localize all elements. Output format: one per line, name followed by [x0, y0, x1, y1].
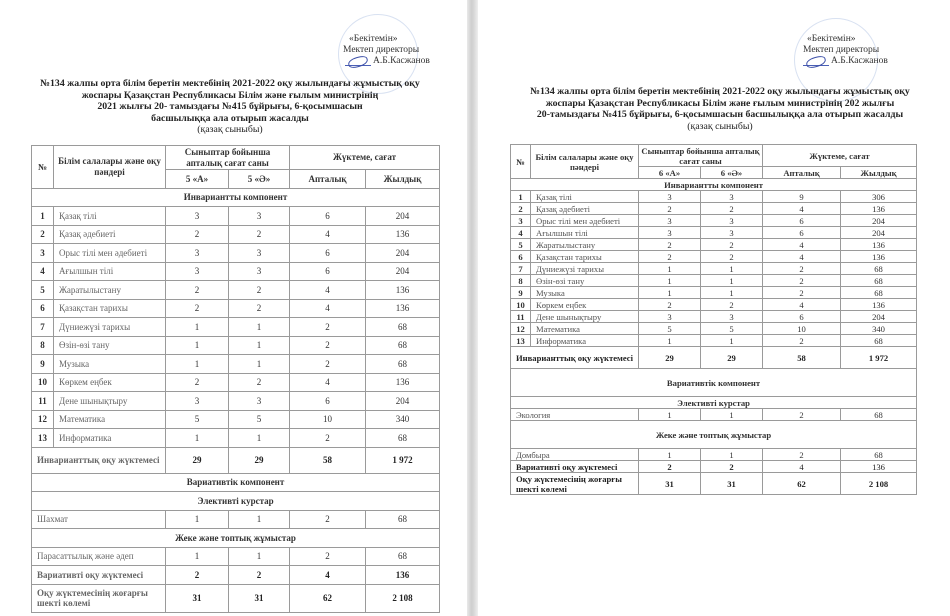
- cell: 1: [166, 355, 229, 374]
- cell: 2: [229, 299, 290, 318]
- header-weekly: Апталық: [763, 167, 841, 179]
- approval-name: А.Б.Касжанов: [831, 56, 888, 67]
- cell: 1: [701, 287, 763, 299]
- row-number: 2: [32, 225, 54, 244]
- cell: 2: [290, 355, 366, 374]
- subject-name: Қазақстан тарихы: [54, 299, 166, 318]
- cell: 3: [229, 244, 290, 263]
- table-row: [32, 510, 440, 529]
- cell: 68: [841, 335, 917, 347]
- cell: 1: [229, 336, 290, 355]
- cell: 1: [166, 318, 229, 337]
- cell: 2: [763, 287, 841, 299]
- subject-name: Қазақ әдебиеті: [531, 203, 639, 215]
- cell: 3: [639, 215, 701, 227]
- cell: 340: [841, 323, 917, 335]
- document-page-right: [478, 0, 950, 616]
- cell: 68: [366, 429, 440, 448]
- title-line: жоспары Қазақстан Республикасы Білім және ғылым министрінің: [81, 89, 379, 101]
- cell: 1: [701, 409, 763, 421]
- cell: 1: [639, 275, 701, 287]
- cell: 6: [290, 262, 366, 281]
- row-number: 8: [511, 275, 531, 287]
- subject-rows: [32, 207, 440, 448]
- header-load: Жүктеме, сағат: [763, 145, 917, 167]
- subject-name: Математика: [54, 410, 166, 429]
- invariant-total-label: Инварианттық оқу жүктемесі: [511, 347, 639, 369]
- cell: 136: [366, 281, 440, 300]
- table-row: [32, 355, 440, 374]
- cell: 340: [366, 410, 440, 429]
- cell: 3: [166, 262, 229, 281]
- cell: 136: [366, 299, 440, 318]
- cell: 204: [366, 262, 440, 281]
- cell: 2: [290, 429, 366, 448]
- cell: 2: [701, 299, 763, 311]
- row-number: 13: [32, 429, 54, 448]
- cell: 3: [701, 227, 763, 239]
- cell: 204: [366, 244, 440, 263]
- cell: 4: [290, 566, 366, 585]
- cell: 68: [841, 287, 917, 299]
- row-number: 11: [511, 311, 531, 323]
- cell: 4: [290, 225, 366, 244]
- cell: 204: [366, 207, 440, 226]
- cell: 2: [763, 449, 841, 461]
- row-number: 8: [32, 336, 54, 355]
- cell: 3: [701, 191, 763, 203]
- approval-position: Мектеп директоры: [343, 45, 420, 55]
- table-row: [511, 335, 917, 347]
- subject-name: Өзін-өзі тану: [531, 275, 639, 287]
- cell: 2: [229, 566, 290, 585]
- row-number: 13: [511, 335, 531, 347]
- curriculum-table: [31, 145, 440, 613]
- subject-name: Ағылшын тілі: [531, 227, 639, 239]
- cell: 3: [166, 207, 229, 226]
- table-row: [511, 311, 917, 323]
- title-line: №134 жалпы орта білім беретін мектебінің 2021-2022 оқу жылындағы жұмыстық оқу: [40, 78, 420, 89]
- section-variative: Вариативтік компонент: [511, 369, 917, 397]
- title-line: 20-тамыздағы №415 бұйрығы, 6-қосымшасын басшылыққа ала отырып жасалды: [536, 109, 904, 120]
- invariant-total-a: 29: [166, 447, 229, 473]
- header-subjects: Білім салалары және оқу пәндері: [531, 145, 639, 179]
- row-number: 9: [32, 355, 54, 374]
- document-title: [500, 86, 940, 132]
- subject-name: Музыка: [531, 287, 639, 299]
- cell: 6: [290, 207, 366, 226]
- cell: 1: [701, 275, 763, 287]
- subject-name: Информатика: [531, 335, 639, 347]
- cell: 1: [229, 547, 290, 566]
- table-row: [32, 429, 440, 448]
- header-class-b: 5 «Ә»: [229, 170, 290, 189]
- section-elective: Элективті курстар: [32, 492, 440, 511]
- row-number: 6: [511, 251, 531, 263]
- table-row: [511, 203, 917, 215]
- variative-total-label: Вариативті оқу жүктемесі: [32, 566, 166, 585]
- cell: 29: [701, 347, 763, 369]
- cell: 6: [763, 311, 841, 323]
- signature-icon: [345, 56, 371, 66]
- subject-name: Математика: [531, 323, 639, 335]
- approval-block: [343, 34, 430, 67]
- cell: 10: [763, 323, 841, 335]
- subject-name: Жаратылыстану: [531, 239, 639, 251]
- cell: 2: [229, 225, 290, 244]
- header-no: №: [511, 145, 531, 179]
- cell: 2: [763, 263, 841, 275]
- cell: 4: [763, 203, 841, 215]
- row-number: 3: [32, 244, 54, 263]
- cell: 1: [166, 336, 229, 355]
- cell: 1: [166, 429, 229, 448]
- subject-name: Орыс тілі мен әдебиеті: [54, 244, 166, 263]
- cell: 4: [763, 239, 841, 251]
- table-row: [511, 191, 917, 203]
- cell: 4: [763, 299, 841, 311]
- cell: 2: [290, 547, 366, 566]
- cell: 62: [290, 584, 366, 612]
- cell: 31: [701, 473, 763, 495]
- row-number: 5: [511, 239, 531, 251]
- table-row: [32, 299, 440, 318]
- cell: 4: [290, 299, 366, 318]
- cell: 136: [841, 299, 917, 311]
- cell: 1: [229, 355, 290, 374]
- cell: 9: [763, 191, 841, 203]
- cell: 1: [639, 409, 701, 421]
- cell: 68: [841, 409, 917, 421]
- header-weekly-hours: Сыныптар бойынша апталық сағат саны: [166, 146, 290, 170]
- cell: 1: [701, 335, 763, 347]
- header-load: Жүктеме, сағат: [290, 146, 440, 170]
- table-row: [511, 239, 917, 251]
- row-number: 1: [511, 191, 531, 203]
- header-no: №: [32, 146, 54, 189]
- table-row: [511, 409, 917, 421]
- table-row: [32, 244, 440, 263]
- title-line: жоспары Қазақстан Республикасы Білім және ғылым министрінің 202 жылғы: [545, 97, 895, 109]
- max-total-label: Оқу жүктемесінің жоғарғы шекті көлемі: [32, 584, 166, 612]
- cell: 5: [229, 410, 290, 429]
- cell: 1 972: [841, 347, 917, 369]
- max-total-label: Оқу жүктемесінің жоғарғы шекті көлемі: [511, 473, 639, 495]
- group-work-name: Домбыра: [511, 449, 639, 461]
- table-row: [32, 547, 440, 566]
- cell: 136: [366, 373, 440, 392]
- cell: 31: [229, 584, 290, 612]
- cell: 204: [841, 227, 917, 239]
- signature-icon: [803, 56, 829, 66]
- approval-label: «Бекітемін»: [349, 34, 398, 44]
- table-row: [32, 207, 440, 226]
- cell: 6: [763, 227, 841, 239]
- header-class-a: 6 «А»: [639, 167, 701, 179]
- cell: 3: [166, 244, 229, 263]
- subject-name: Көркем еңбек: [54, 373, 166, 392]
- cell: 2: [290, 510, 366, 529]
- header-annual: Жылдық: [841, 167, 917, 179]
- row-number: 4: [511, 227, 531, 239]
- row-number: 2: [511, 203, 531, 215]
- cell: 3: [166, 392, 229, 411]
- row-number: 5: [32, 281, 54, 300]
- cell: 4: [763, 461, 841, 473]
- row-number: 4: [32, 262, 54, 281]
- cell: 3: [701, 215, 763, 227]
- subject-rows: [511, 191, 917, 347]
- table-row: [511, 323, 917, 335]
- cell: 2: [639, 251, 701, 263]
- cell: 3: [229, 392, 290, 411]
- curriculum-table: [510, 144, 917, 495]
- cell: 3: [229, 262, 290, 281]
- cell: 68: [841, 449, 917, 461]
- subject-name: Жаратылыстану: [54, 281, 166, 300]
- approval-block: [803, 34, 888, 67]
- cell: 2: [701, 239, 763, 251]
- cell: 68: [366, 336, 440, 355]
- cell: 306: [841, 191, 917, 203]
- table-row: [511, 263, 917, 275]
- subject-name: Қазақ тілі: [531, 191, 639, 203]
- row-number: 12: [32, 410, 54, 429]
- approval-name: А.Б.Касжанов: [373, 56, 430, 67]
- cell: 3: [639, 227, 701, 239]
- row-number: 9: [511, 287, 531, 299]
- approval-position: Мектеп директоры: [803, 45, 880, 55]
- cell: 2: [229, 373, 290, 392]
- cell: 5: [701, 323, 763, 335]
- cell: 6: [290, 244, 366, 263]
- cell: 1: [229, 510, 290, 529]
- table-row: [511, 449, 917, 461]
- row-number: 10: [32, 373, 54, 392]
- row-number: 7: [32, 318, 54, 337]
- table-row: [511, 299, 917, 311]
- section-group-work: Жеке және топтық жұмыстар: [511, 421, 917, 449]
- table-row: [32, 225, 440, 244]
- cell: 1: [639, 287, 701, 299]
- page-divider: [467, 0, 478, 616]
- cell: 1: [229, 429, 290, 448]
- document-title: [30, 78, 430, 136]
- cell: 68: [366, 355, 440, 374]
- cell: 1: [639, 263, 701, 275]
- table-row: [511, 251, 917, 263]
- cell: 3: [639, 311, 701, 323]
- header-weekly-hours: Сыныптар бойынша апталық сағат саны: [639, 145, 763, 167]
- cell: 3: [701, 311, 763, 323]
- table-row: [32, 373, 440, 392]
- invariant-total-b: 29: [229, 447, 290, 473]
- row-number: 7: [511, 263, 531, 275]
- subject-name: Өзін-өзі тану: [54, 336, 166, 355]
- header-annual: Жылдық: [366, 170, 440, 189]
- cell: 5: [639, 323, 701, 335]
- table-row: [511, 227, 917, 239]
- cell: 3: [229, 207, 290, 226]
- subject-name: Дене шынықтыру: [531, 311, 639, 323]
- invariant-total-annual: 1 972: [366, 447, 440, 473]
- subject-name: Қазақ әдебиеті: [54, 225, 166, 244]
- cell: 2: [639, 239, 701, 251]
- cell: 2: [166, 299, 229, 318]
- cell: 5: [166, 410, 229, 429]
- subject-name: Дүниежүзі тарихы: [531, 263, 639, 275]
- cell: 2 108: [366, 584, 440, 612]
- cell: 2: [639, 299, 701, 311]
- cell: 68: [841, 275, 917, 287]
- subject-name: Қазақ тілі: [54, 207, 166, 226]
- section-invariant: Инвариантты компонент: [511, 179, 917, 191]
- cell: 68: [366, 547, 440, 566]
- cell: 62: [763, 473, 841, 495]
- subject-name: Информатика: [54, 429, 166, 448]
- table-row: [511, 215, 917, 227]
- table-row: [511, 275, 917, 287]
- cell: 3: [639, 191, 701, 203]
- cell: 2: [166, 225, 229, 244]
- cell: 136: [841, 461, 917, 473]
- cell: 2: [701, 203, 763, 215]
- cell: 2: [290, 318, 366, 337]
- subject-name: Орыс тілі мен әдебиеті: [531, 215, 639, 227]
- cell: 2: [229, 281, 290, 300]
- section-variative: Вариативтік компонент: [32, 473, 440, 492]
- cell: 204: [841, 311, 917, 323]
- cell: 136: [841, 251, 917, 263]
- table-row: [511, 287, 917, 299]
- section-elective: Элективті курстар: [511, 397, 917, 409]
- subject-name: Ағылшын тілі: [54, 262, 166, 281]
- elective-name: Экология: [511, 409, 639, 421]
- table-row: [32, 262, 440, 281]
- cell: 204: [366, 392, 440, 411]
- section-group-work: Жеке және топтық жұмыстар: [32, 529, 440, 548]
- cell: 1: [701, 263, 763, 275]
- cell: 1: [229, 318, 290, 337]
- cell: 1: [639, 449, 701, 461]
- approval-label: «Бекітемін»: [807, 34, 856, 44]
- table-row: [32, 281, 440, 300]
- cell: 1: [639, 335, 701, 347]
- cell: 1: [701, 449, 763, 461]
- section-invariant: Инвариантты компонент: [32, 188, 440, 207]
- cell: 4: [290, 281, 366, 300]
- variative-total-label: Вариативті оқу жүктемесі: [511, 461, 639, 473]
- cell: 2: [763, 335, 841, 347]
- cell: 10: [290, 410, 366, 429]
- cell: 2: [639, 461, 701, 473]
- cell: 136: [366, 225, 440, 244]
- cell: 1: [166, 510, 229, 529]
- document-page-left: [0, 0, 467, 616]
- cell: 68: [366, 318, 440, 337]
- header-class-b: 6 «Ә»: [701, 167, 763, 179]
- cell: 136: [366, 566, 440, 585]
- row-number: 11: [32, 392, 54, 411]
- cell: 2: [166, 566, 229, 585]
- cell: 2: [290, 336, 366, 355]
- title-line: 2021 жылғы 20- тамыздағы №415 бұйрығы, 6-қосымшасын: [97, 101, 363, 112]
- cell: 136: [841, 203, 917, 215]
- subject-name: Қазақстан тарихы: [531, 251, 639, 263]
- table-row: [32, 410, 440, 429]
- cell: 58: [763, 347, 841, 369]
- title-subtitle: (қазақ сыныбы): [197, 124, 263, 135]
- cell: 2: [701, 461, 763, 473]
- header-weekly: Апталық: [290, 170, 366, 189]
- cell: 4: [290, 373, 366, 392]
- cell: 68: [366, 510, 440, 529]
- cell: 2: [701, 251, 763, 263]
- header-class-a: 5 «А»: [166, 170, 229, 189]
- cell: 2: [166, 281, 229, 300]
- subject-name: Көркем еңбек: [531, 299, 639, 311]
- cell: 4: [763, 251, 841, 263]
- cell: 204: [841, 215, 917, 227]
- table-row: [32, 392, 440, 411]
- cell: 1: [166, 547, 229, 566]
- row-number: 1: [32, 207, 54, 226]
- cell: 6: [290, 392, 366, 411]
- cell: 2: [639, 203, 701, 215]
- cell: 2: [763, 409, 841, 421]
- cell: 2: [166, 373, 229, 392]
- row-number: 6: [32, 299, 54, 318]
- title-line: басшылыққа ала отырып жасалды: [151, 112, 309, 124]
- group-work-name: Парасаттылық және әдеп: [32, 547, 166, 566]
- elective-name: Шахмат: [32, 510, 166, 529]
- invariant-total-label: Инварианттық оқу жүктемесі: [32, 447, 166, 473]
- cell: 2: [763, 275, 841, 287]
- title-line: №134 жалпы орта білім беретін мектебінің 2021-2022 оқу жылындағы жұмыстық оқу: [530, 86, 910, 97]
- cell: 29: [639, 347, 701, 369]
- row-number: 3: [511, 215, 531, 227]
- invariant-total-weekly: 58: [290, 447, 366, 473]
- row-number: 12: [511, 323, 531, 335]
- subject-name: Музыка: [54, 355, 166, 374]
- row-number: 10: [511, 299, 531, 311]
- subject-name: Дене шынықтыру: [54, 392, 166, 411]
- cell: 6: [763, 215, 841, 227]
- cell: 31: [166, 584, 229, 612]
- cell: 136: [841, 239, 917, 251]
- subject-name: Дүниежүзі тарихы: [54, 318, 166, 337]
- title-subtitle: (қазақ сыныбы): [687, 120, 753, 132]
- table-row: [32, 336, 440, 355]
- header-subjects: Білім салалары және оқу пәндері: [54, 146, 166, 189]
- cell: 2 108: [841, 473, 917, 495]
- cell: 68: [841, 263, 917, 275]
- cell: 31: [639, 473, 701, 495]
- table-row: [32, 318, 440, 337]
